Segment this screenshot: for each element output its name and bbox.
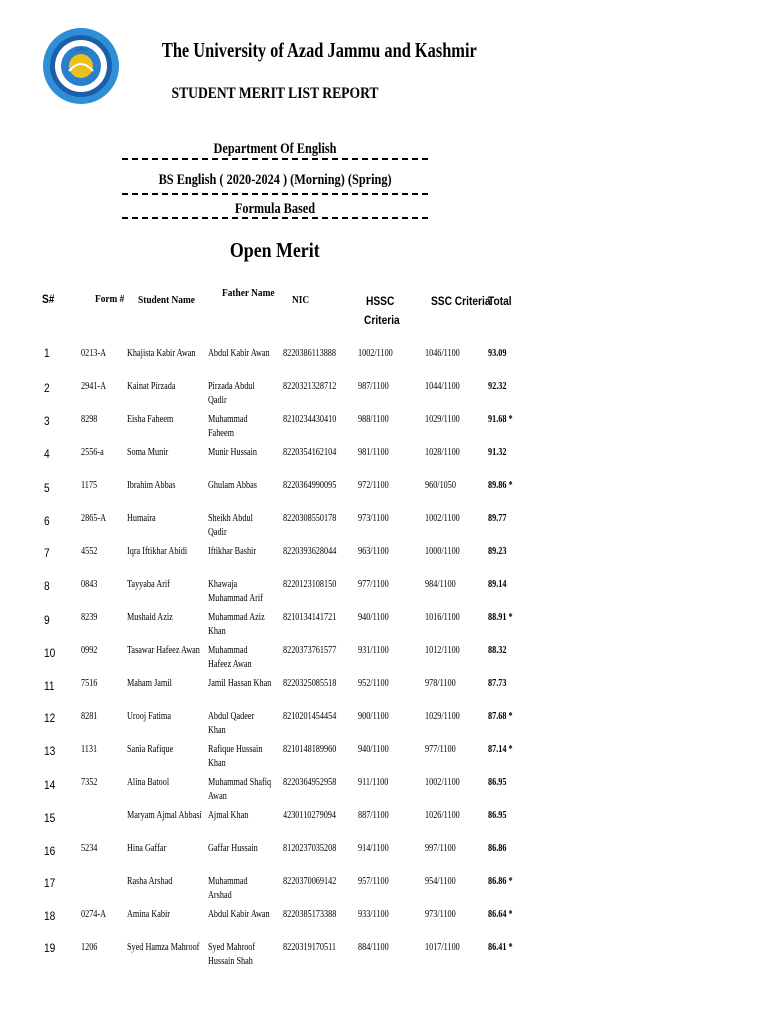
cell-nic: 8220386113888 xyxy=(283,348,337,359)
cell-father: Pirzada Abdul Qadir xyxy=(208,381,255,406)
cell-total: 91.32 xyxy=(488,447,507,458)
cell-hssc: 914/1100 xyxy=(358,843,389,854)
col-header-nic: NIC xyxy=(292,294,310,306)
cell-ssc: 1029/1100 xyxy=(425,414,460,425)
university-seal-logo xyxy=(42,27,120,105)
cell-ssc: 954/1100 xyxy=(425,876,456,887)
col-header-hssc-criteria: Criteria xyxy=(364,313,400,327)
cell-hssc: 973/1100 xyxy=(358,513,389,524)
col-header-sn: S# xyxy=(42,292,55,306)
cell-ssc: 1029/1100 xyxy=(425,711,460,722)
cell-nic: 8220325085518 xyxy=(283,678,337,689)
cell-father: Muhammad Hafeez Awan xyxy=(208,645,252,670)
cell-father: Iftikhar Bashir xyxy=(208,546,257,557)
cell-sn: 8 xyxy=(44,579,50,593)
cell-sn: 12 xyxy=(44,711,56,725)
cell-hssc: 940/1100 xyxy=(358,612,389,623)
cell-father: Khawaja Muhammad Arif xyxy=(208,579,263,604)
cell-nic: 8120237035208 xyxy=(283,843,337,854)
cell-total: 89.14 xyxy=(488,579,507,590)
col-header-student-name: Student Name xyxy=(138,294,195,306)
program-name: BS English ( 2020-2024 ) (Morning) (Spring) xyxy=(158,172,392,188)
department-name: Department Of English xyxy=(213,141,337,157)
col-header-father-name: Father Name xyxy=(222,287,275,299)
cell-sn: 11 xyxy=(44,679,55,693)
cell-total: 93.09 xyxy=(488,348,507,359)
cell-nic: 8210134141721 xyxy=(283,612,337,623)
cell-ssc: 960/1050 xyxy=(425,480,456,491)
cell-nic: 8220364952958 xyxy=(283,777,337,788)
cell-ssc: 1016/1100 xyxy=(425,612,460,623)
cell-father: Sheikh Abdul Qadir xyxy=(208,513,253,538)
cell-form: 7352 xyxy=(81,777,98,788)
cell-sn: 18 xyxy=(44,909,56,923)
cell-hssc: 911/1100 xyxy=(358,777,389,788)
cell-hssc: 981/1100 xyxy=(358,447,389,458)
list-type-heading: Open Merit xyxy=(230,238,320,262)
cell-form: 2865-A xyxy=(81,513,107,524)
cell-father: Jamil Hassan Khan xyxy=(208,678,272,689)
cell-father: Ghulam Abbas xyxy=(208,480,257,491)
cell-father: Gaffar Hussain xyxy=(208,843,258,854)
cell-ssc: 1002/1100 xyxy=(425,513,460,524)
cell-form: 0843 xyxy=(81,579,98,590)
cell-sn: 17 xyxy=(44,876,56,890)
university-title: The University of Azad Jammu and Kashmir xyxy=(161,38,477,62)
cell-father: Abdul Qadeer Khan xyxy=(208,711,255,736)
cell-total: 92.32 xyxy=(488,381,507,392)
cell-total: 86.41 * xyxy=(488,942,513,953)
col-header-total: Total xyxy=(488,294,512,308)
cell-form: 1206 xyxy=(81,942,98,953)
cell-sn: 7 xyxy=(44,546,50,560)
cell-total: 88.32 xyxy=(488,645,507,656)
cell-total: 88.91 * xyxy=(488,612,513,623)
col-header-ssc: SSC Criteria xyxy=(431,294,491,308)
cell-total: 86.86 xyxy=(488,843,507,854)
cell-ssc: 978/1100 xyxy=(425,678,456,689)
cell-name: Soma Munir xyxy=(127,447,169,458)
cell-sn: 16 xyxy=(44,844,56,858)
cell-name: Ibrahim Abbas xyxy=(127,480,176,491)
cell-hssc: 977/1100 xyxy=(358,579,389,590)
divider-1 xyxy=(122,158,428,160)
cell-form: 7516 xyxy=(81,678,98,689)
col-header-form: Form # xyxy=(95,293,125,305)
cell-father: Abdul Kabir Awan xyxy=(208,348,270,359)
cell-hssc: 952/1100 xyxy=(358,678,389,689)
cell-name: Tasawar Hafeez Awan xyxy=(127,645,200,656)
cell-form: 0213-A xyxy=(81,348,107,359)
cell-hssc: 887/1100 xyxy=(358,810,389,821)
cell-name: Eisha Faheem xyxy=(127,414,174,425)
cell-sn: 2 xyxy=(44,381,50,395)
cell-sn: 3 xyxy=(44,414,50,428)
cell-nic: 4230110279094 xyxy=(283,810,337,821)
cell-form: 1175 xyxy=(81,480,98,491)
cell-nic: 8220321328712 xyxy=(283,381,337,392)
cell-hssc: 884/1100 xyxy=(358,942,389,953)
cell-name: Alina Batool xyxy=(127,777,170,788)
cell-sn: 10 xyxy=(44,646,56,660)
cell-form: 8281 xyxy=(81,711,98,722)
cell-total: 89.77 xyxy=(488,513,507,524)
cell-name: Mushaid Aziz xyxy=(127,612,173,623)
cell-form: 2941-A xyxy=(81,381,107,392)
cell-form: 2556-a xyxy=(81,447,104,458)
cell-name: Humaira xyxy=(127,513,156,524)
cell-total: 87.68 * xyxy=(488,711,513,722)
cell-form: 0274-A xyxy=(81,909,107,920)
merit-basis: Formula Based xyxy=(234,201,316,217)
cell-ssc: 1017/1100 xyxy=(425,942,460,953)
cell-nic: 8210148189960 xyxy=(283,744,337,755)
cell-name: Hina Gaffar xyxy=(127,843,167,854)
cell-hssc: 963/1100 xyxy=(358,546,389,557)
cell-ssc: 973/1100 xyxy=(425,909,456,920)
cell-hssc: 933/1100 xyxy=(358,909,389,920)
cell-form: 5234 xyxy=(81,843,98,854)
cell-hssc: 940/1100 xyxy=(358,744,389,755)
cell-nic: 8220354162104 xyxy=(283,447,337,458)
cell-name: Maham Jamil xyxy=(127,678,172,689)
cell-total: 86.86 * xyxy=(488,876,513,887)
cell-nic: 8220308550178 xyxy=(283,513,337,524)
cell-sn: 1 xyxy=(44,346,50,360)
cell-sn: 6 xyxy=(44,514,50,528)
cell-ssc: 1028/1100 xyxy=(425,447,460,458)
cell-ssc: 1000/1100 xyxy=(425,546,460,557)
cell-total: 89.23 xyxy=(488,546,507,557)
cell-name: Rasha Arshad xyxy=(127,876,173,887)
cell-nic: 8220123108150 xyxy=(283,579,337,590)
cell-hssc: 900/1100 xyxy=(358,711,389,722)
cell-total: 89.86 * xyxy=(488,480,513,491)
cell-father: Syed Mahroof Hussain Shah xyxy=(208,942,256,967)
cell-father: Muhammad Aziz Khan xyxy=(208,612,265,637)
cell-nic: 8220364990095 xyxy=(283,480,337,491)
cell-name: Iqra Iftikhar Abidi xyxy=(127,546,188,557)
cell-nic: 8220373761577 xyxy=(283,645,337,656)
cell-ssc: 1026/1100 xyxy=(425,810,460,821)
cell-sn: 13 xyxy=(44,744,56,758)
cell-name: Khajista Kabir Awan xyxy=(127,348,196,359)
svg-text:1980: 1980 xyxy=(74,47,88,53)
cell-father: Rafique Hussain Khan xyxy=(208,744,263,769)
cell-name: Amina Kabir xyxy=(127,909,171,920)
cell-father: Ajmal Khan xyxy=(208,810,249,821)
divider-3 xyxy=(122,217,428,219)
cell-total: 87.14 * xyxy=(488,744,513,755)
report-title: STUDENT MERIT LIST REPORT xyxy=(171,85,379,102)
cell-name: Maryam Ajmal Abbasi xyxy=(127,810,202,821)
col-header-hssc: HSSC xyxy=(366,294,395,308)
cell-total: 87.73 xyxy=(488,678,507,689)
cell-form: 8239 xyxy=(81,612,98,623)
cell-nic: 8220370069142 xyxy=(283,876,337,887)
cell-father: Muhammad Shafiq Awan xyxy=(208,777,272,802)
cell-nic: 8220319170511 xyxy=(283,942,337,953)
cell-hssc: 957/1100 xyxy=(358,876,389,887)
cell-nic: 8210201454454 xyxy=(283,711,337,722)
cell-name: Sania Rafique xyxy=(127,744,174,755)
cell-ssc: 1046/1100 xyxy=(425,348,460,359)
cell-form: 4552 xyxy=(81,546,98,557)
cell-total: 91.68 * xyxy=(488,414,513,425)
cell-father: Muhammad Arshad xyxy=(208,876,248,901)
cell-name: Urooj Fatima xyxy=(127,711,171,722)
cell-sn: 9 xyxy=(44,613,50,627)
cell-ssc: 1044/1100 xyxy=(425,381,460,392)
cell-total: 86.64 * xyxy=(488,909,513,920)
cell-sn: 5 xyxy=(44,481,50,495)
cell-hssc: 931/1100 xyxy=(358,645,389,656)
cell-hssc: 988/1100 xyxy=(358,414,389,425)
cell-nic: 8210234430410 xyxy=(283,414,337,425)
cell-total: 86.95 xyxy=(488,777,507,788)
cell-form: 1131 xyxy=(81,744,98,755)
cell-nic: 8220385173388 xyxy=(283,909,337,920)
cell-ssc: 1002/1100 xyxy=(425,777,460,788)
cell-sn: 14 xyxy=(44,778,56,792)
cell-ssc: 1012/1100 xyxy=(425,645,460,656)
cell-sn: 4 xyxy=(44,447,50,461)
cell-total: 86.95 xyxy=(488,810,507,821)
cell-ssc: 984/1100 xyxy=(425,579,456,590)
cell-form: 0992 xyxy=(81,645,98,656)
cell-sn: 19 xyxy=(44,941,56,955)
cell-name: Tayyaba Arif xyxy=(127,579,170,590)
cell-hssc: 987/1100 xyxy=(358,381,389,392)
cell-father: Muhammad Faheem xyxy=(208,414,248,439)
cell-nic: 8220393628044 xyxy=(283,546,337,557)
cell-hssc: 972/1100 xyxy=(358,480,389,491)
cell-name: Syed Hamza Mahroof xyxy=(127,942,200,953)
cell-form: 8298 xyxy=(81,414,98,425)
cell-father: Munir Hussain xyxy=(208,447,257,458)
cell-ssc: 977/1100 xyxy=(425,744,456,755)
cell-hssc: 1002/1100 xyxy=(358,348,393,359)
cell-sn: 15 xyxy=(44,811,56,825)
divider-2 xyxy=(122,193,428,195)
cell-ssc: 997/1100 xyxy=(425,843,456,854)
cell-name: Kainat Pirzada xyxy=(127,381,176,392)
cell-father: Abdul Kabir Awan xyxy=(208,909,270,920)
